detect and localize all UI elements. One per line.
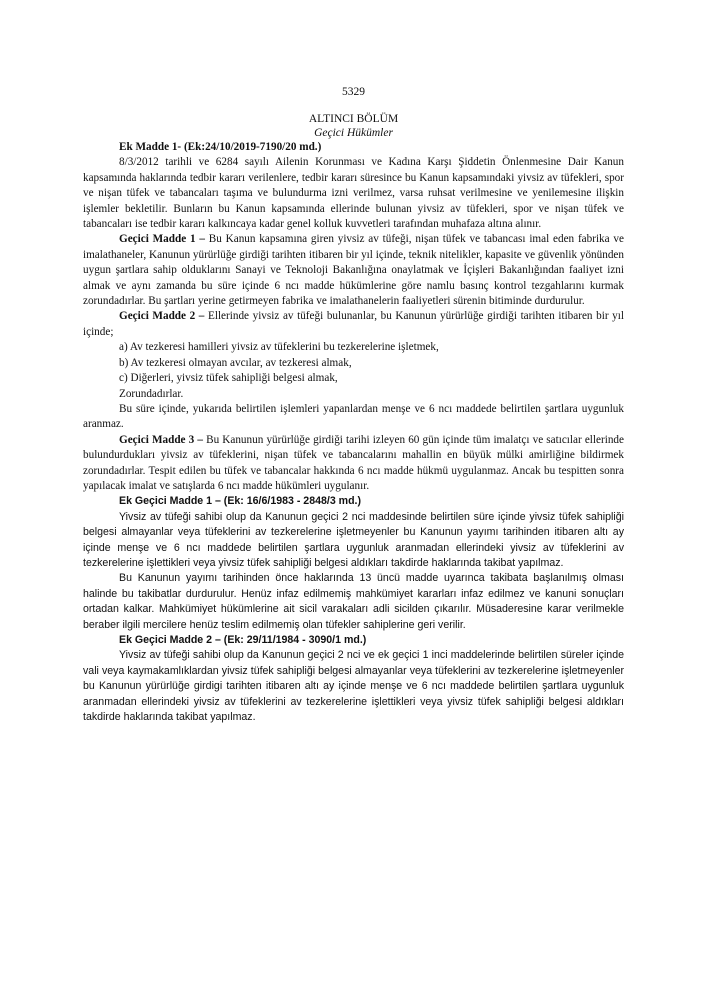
gecici-madde-2-closing: Bu süre içinde, yukarıda belirtilen işlemleri yapanlardan menşe ve 6 ncı maddede belirtilen şartlara uygunluk aranmaz. <box>83 402 624 431</box>
document-body <box>83 140 624 725</box>
gecici-madde-3-text: Bu Kanunun yürürlüğe girdiği tarihi izleyen 60 gün içinde tüm imalatçı ve satıcılar ellerinde bulundurdukları yivsiz av tüfeklerini, nişan tüfek ve tabancalarını mahallin en büyük mülki amirliğine bildirmek zorundadırlar. Tespit edilen bu tüfek ve tabancalar hakkında 6 ncı madde hükmü uygulanmaz. Ancak bu tespitten sonra yapılacak imalat ve satışlarda 6 ncı madde hükümleri uygulanır. <box>83 433 624 492</box>
ek-madde-1-paragraph: 8/3/2012 tarihli ve 6284 sayılı Ailenin Korunması ve Kadına Karşı Şiddetin Önlenmesine Dair Kanun kapsamında haklarında tedbir kararı verilenlere, tedbir kararı süresince bu Kanun kapsamındaki yivsiz av tüfekleri, spor ve nişan tüfek ve tabancaları taşıma ve bulundurma izni verilmez, varsa ruhsat verilmesine ve yenilemesine ilişkin işlemler bekletilir. Bunların bu Kanun kapsamında ellerinde bulunan yivsiz av tüfekleri, spor ve nişan tüfek ve tabancaları ise tedbir kararı kalkıncaya kadar genel kolluk kuvvetleri tarafından muhafaza altına alınır. <box>83 156 624 231</box>
gecici-madde-3-label: Geçici Madde 3 – <box>119 433 203 446</box>
ek-gecici-madde-1-paragraph: Bu Kanunun yayımı tarihinden önce haklarında 13 üncü madde uyarınca takibata başlanılmış olması halinde bu takibatlar durdurulur. Henüz infaz edilmemiş mahkümiyet kararları infaz edilmez ve kanuni sonuçları ortadan kalkar. Mahkümiyet hükümlerine ait sicil varakaları adli sicilden çıkarılır. Müsaderesine karar verilmekle beraber ilgili mercilere henüz teslim edilmemiş olan tüfekler sahiplerine geri verilir. <box>83 572 624 631</box>
gecici-madde-1-text: Bu Kanun kapsamına giren yivsiz av tüfeği, nişan tüfek ve tabancası imal eden fabrika ve imalathaneler, Kanunun yürürlüğe girdiği tarihten itibaren bir yıl içinde, teknik nitelikler, kapasite ve güvenlik yönünden uygun şartlara sahip olduklarını Sanayi ve Teknoloji Bakanlığına onaylatmak ve İçişleri Bakanlığından faaliyet izni almak ve aynı zamanda bu süre içinde 6 ncı madde hükümlerine göre namlu basınç kontrol tezgahlarını kurmak zorundadırlar. Bu şartları yerine getirmeyen fabrika ve imalathanelerin faaliyetleri sürenin bitiminde durdurulur. <box>83 233 624 308</box>
gecici-madde-2-text: Ellerinde yivsiz av tüfeği bulunanlar, bu Kanunun yürürlüğe girdiği tarihten itibaren bir yıl içinde; <box>83 310 624 338</box>
page-number: 5329 <box>342 86 365 98</box>
list-item: a) Av tezkeresi hamilleri yivsiz av tüfeklerini bu tezkerelerine işletmek, <box>119 341 439 354</box>
ek-gecici-madde-1-heading: Ek Geçici Madde 1 – (Ek: 16/6/1983 - 2848/3 md.) <box>119 495 362 508</box>
chapter-subtitle: Geçici Hükümler <box>314 127 393 139</box>
list-item: c) Diğerleri, yivsiz tüfek sahipliği belgesi almak, <box>119 372 338 385</box>
gecici-madde-1-label: Geçici Madde 1 – <box>119 233 205 246</box>
chapter-title: ALTINCI BÖLÜM <box>308 113 399 125</box>
gecici-madde-2-label: Geçici Madde 2 – <box>119 310 205 323</box>
list-item: Zorundadırlar. <box>119 387 184 400</box>
ek-gecici-madde-2-heading: Ek Geçici Madde 2 – (Ek: 29/11/1984 - 3090/1 md.) <box>119 634 367 646</box>
gecici-madde-3-paragraph <box>83 433 624 495</box>
gecici-madde-1-paragraph <box>83 232 624 309</box>
list-item: b) Av tezkeresi olmayan avcılar, av tezkeresi almak, <box>119 356 352 369</box>
ek-gecici-madde-2-paragraph: Yivsiz av tüfeği sahibi olup da Kanunun geçici 2 nci ve ek geçici 1 inci maddelerinde belirtilen süreler içinde vali veya kaymakamlıklardan yivsiz tüfek sahipliği belgesi almayanlar veya tüfeklerini av tezkerelerine işletmeyenler bu Kanunun yürürlüğe girdigi tarihten itibaren altı ay içinde menşe ve 6 ncı maddede belirtilen şartlara uygunluk aranmadan ellerindeki yivsiz av tüfeklerini av tezkerelerine işlettikleri veya yivsiz tüfek sahipliği belgesi aldıkları takdirde haklarında takibat yapılmaz. <box>83 649 624 724</box>
ek-madde-1-heading: Ek Madde 1- (Ek:24/10/2019-7190/20 md.) <box>119 141 322 153</box>
ek-gecici-madde-1-paragraph: Yivsiz av tüfeği sahibi olup da Kanunun geçici 2 nci maddesinde belirtilen süre içinde yivsiz tüfek sahipliği belgesi almayanlar veya tüfeklerini av tezkerelerine işletmeyenler bu Kanunun yayımı tarihinden itibaren altı ay içinde menşe ve 6 ncı maddede belirtilen şartlara uygunluk aranmadan ellerindeki yivsiz av tüfeklerini av tezkerelerine işlettikleri veya yivsiz tüfek sahipliği belgesi aldıkları takdirde haklarında takibat yapılmaz. <box>83 510 624 569</box>
gecici-madde-2-paragraph <box>83 309 624 340</box>
